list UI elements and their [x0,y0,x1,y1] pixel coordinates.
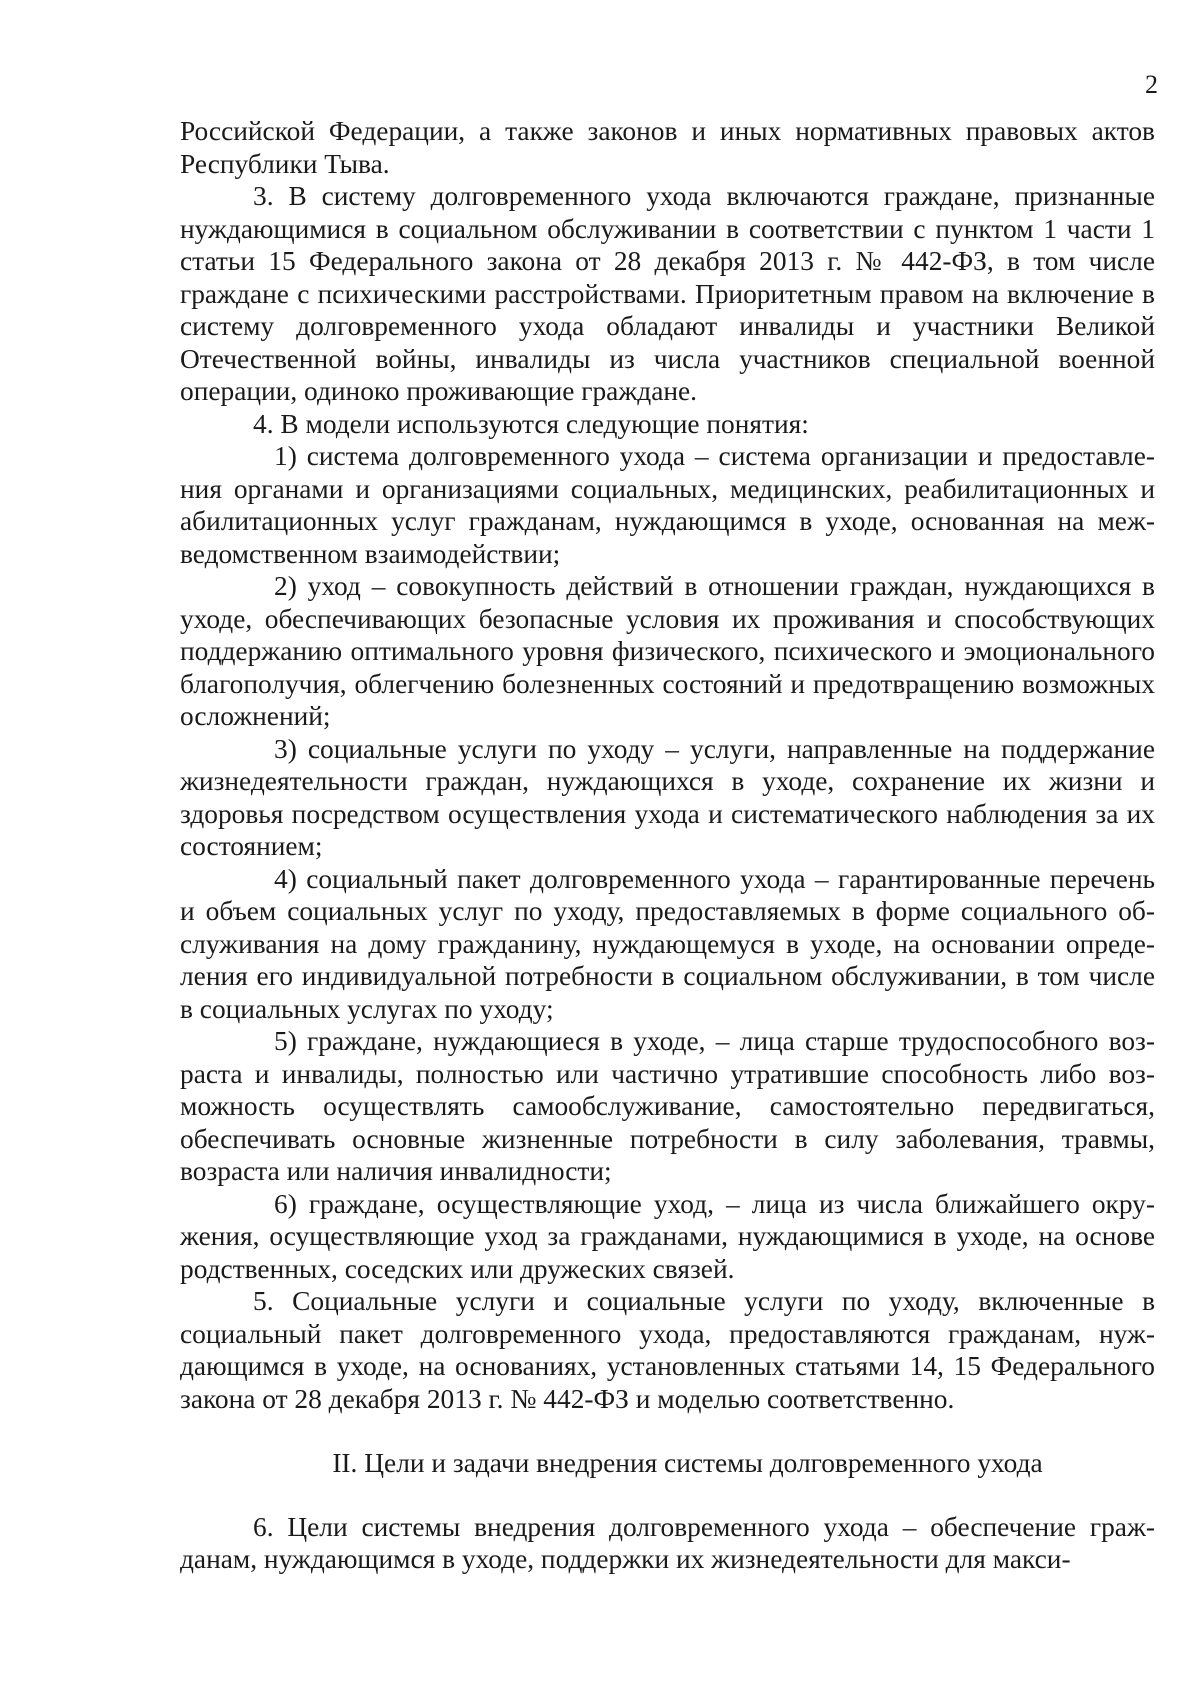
definition-item-2: 2) уход – совокупность действий в отношении граждан, нуждающихся в уходе, обеспечивающих безопасные условия их проживания и способствующих поддержанию оптимального уровня физического, психического и эмоционального благополучия, облегчению болезненных состояний и предотвращению возможных осложнений; [180,571,1155,731]
definition-item-6: 6) граждане, осуществляющие уход, – лица из числа ближайшего окружения, осуществляющие уход за гражданами, нуждающимися в уходе, на основе родственных, соседских или дружеских связей. [180,1188,1155,1284]
definition-item-4: 4) социальный пакет долговременного ухода – гарантированные перечень и объем социальных услуг по уходу, предоставляемых в форме социального обслуживания на дому гражданину, нуждающемуся в уходе, на основании определения его индивидуальной потребности в социальном обслуживании, в том числе в социальных услугах по уходу; [180,863,1155,1024]
document-body [180,115,1155,1576]
paragraph-item-5: 5. Социальные услуги и социальные услуги по уходу, включенные в социальный пакет долговременного ухода, предоставляются гражданам, нуждающимся в уходе, на основаниях, установленных статьями 14, 15 Федерального закона от 28 декабря 2013 г. № 442-ФЗ и моделью соответственно. [180,1286,1155,1414]
paragraph-item-3: 3. В систему долговременного ухода включаются граждане, признанные нуждающимися в социальном обслуживании в соответствии с пунктом 1 части 1 статьи 15 Федерального закона от 28 декабря 2013 г. № 442-ФЗ, в том числе граждане с психическими расстройствами. Приоритетным правом на включение в систему долговременного ухода обладают инвалиды и участники Великой Отечественной войны, инвалиды из числа участников специальной военной операции, одиноко проживающие граждане. [180,181,1155,406]
definition-item-5: 5) граждане, нуждающиеся в уходе, – лица старше трудоспособного возраста и инвалиды, полностью или частично утратившие способность либо возможность осуществлять самообслуживание, самостоятельно передвигаться, обеспечивать основные жизненные потребности в силу заболевания, травмы, возраста или наличия инвалидности; [180,1026,1155,1186]
definition-item-1: 1) система долговременного ухода – система организации и предоставления органами и организациями социальных, медицинских, реабилитационных и абилитационных услуг гражданам, нуждающимся в уходе, основанная на межведомственном взаимодействии; [180,441,1155,569]
paragraph-item-4: 4. В модели используются следующие понятия: [253,408,809,439]
page-number: 2 [1145,70,1158,99]
paragraph-continuation: Российской Федерации, а также законов и иных нормативных правовых актов Республики Тыва. [180,116,1155,179]
paragraph-item-6: 6. Цели системы внедрения долговременного ухода – обеспечение гражданам, нуждающимся в уходе, поддержки их жизнедеятельности для макси- [180,1511,1155,1574]
section-heading: II. Цели и задачи внедрения системы долговременного ухода [332,1448,1043,1478]
definition-item-3: 3) социальные услуги по уходу – услуги, направленные на поддержание жизнедеятельности граждан, нуждающихся в уходе, сохранение их жизни и здоровья посредством осуществления ухода и систематического наблюдения за их состоянием; [180,733,1155,861]
